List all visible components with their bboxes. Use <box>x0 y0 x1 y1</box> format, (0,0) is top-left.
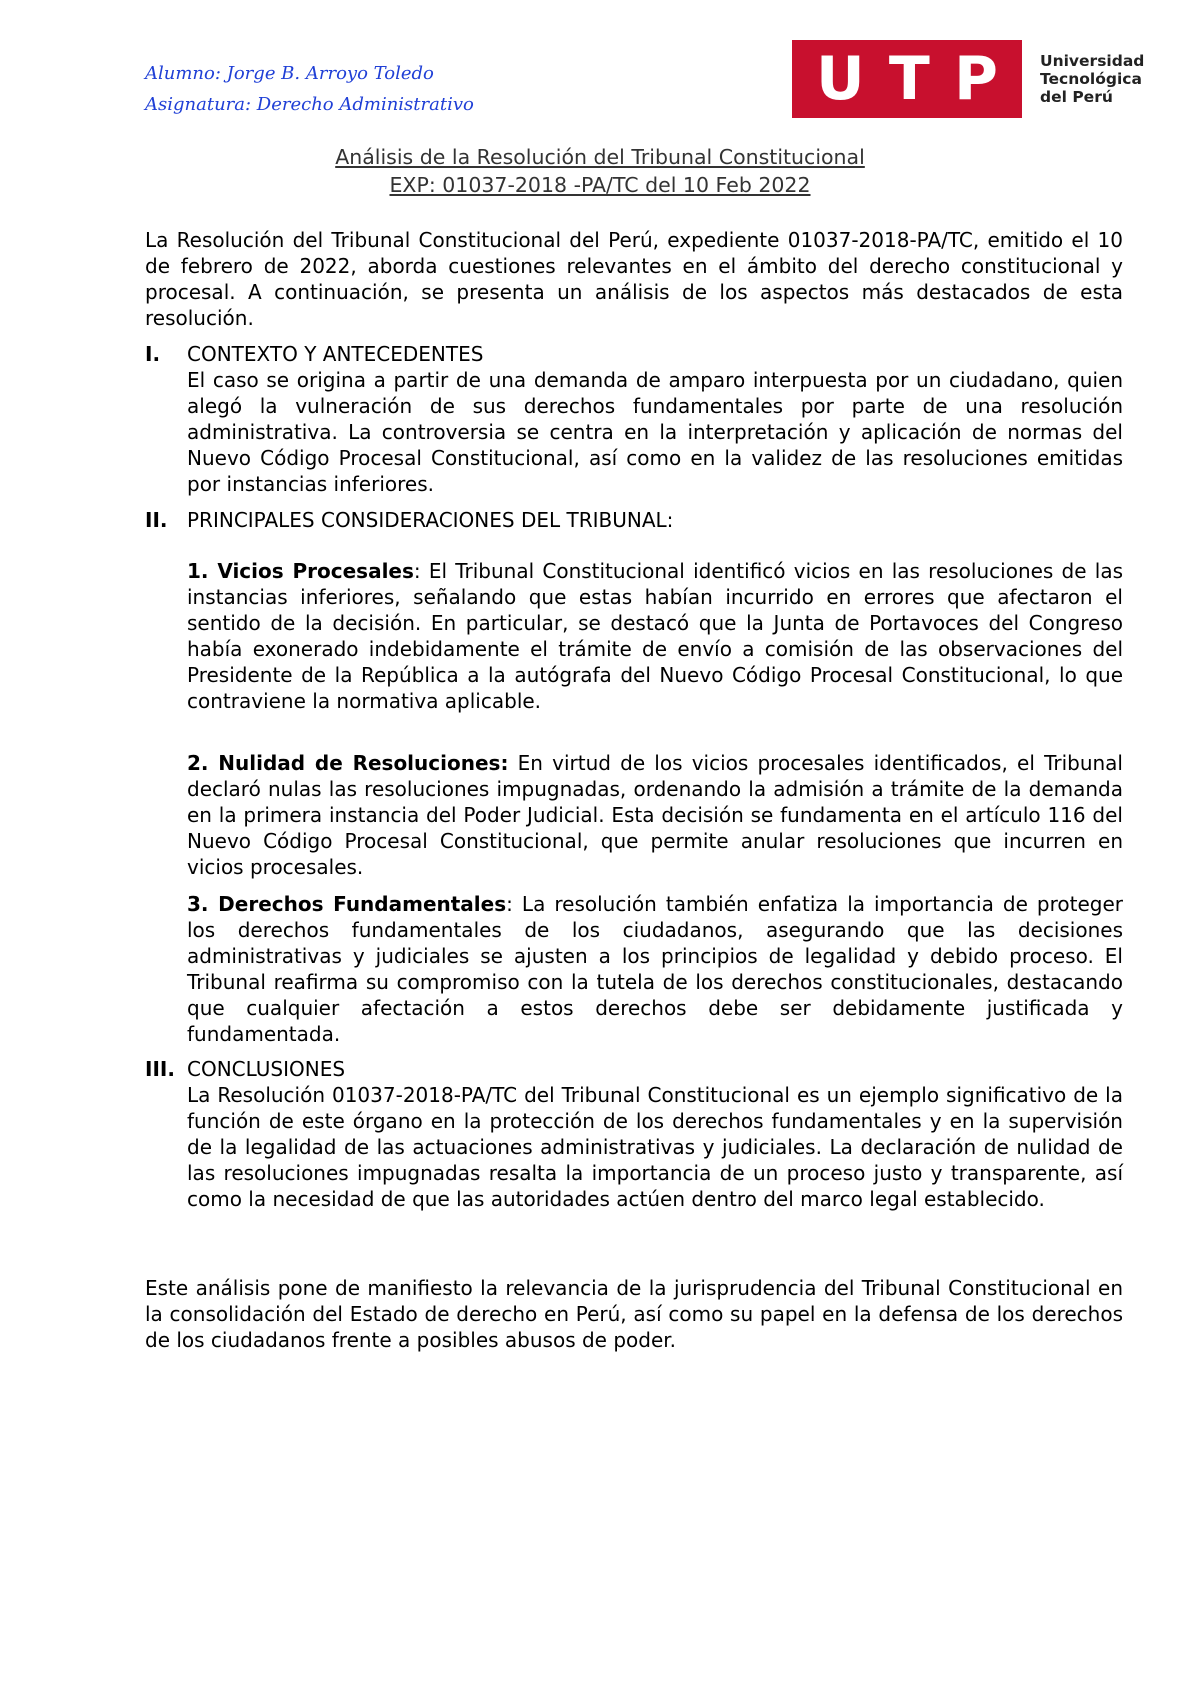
logo-name-line1: Universidad <box>1040 52 1145 70</box>
logo-letter-u: U <box>816 44 865 114</box>
section-3-paragraph: La Resolución 01037-2018-PA/TC del Tribunal Constitucional es un ejemplo significativo de la función de este órgano en la protección de los derechos fundamentales y en la supervisión de la legalidad de las actuaciones administrativas y judiciales. La declaración de nulidad de las resoluciones impugnadas resalta la importancia de un proceso justo y transparente, así como la necesidad de que las autoridades actúen dentro del marco legal establecido. <box>187 1083 1123 1211</box>
consideration-1-label: 1. Vicios Procesales <box>187 559 414 583</box>
logo-letter-p: P <box>953 44 998 114</box>
consideration-item-2 <box>187 750 1123 880</box>
utp-logo-mark <box>792 40 1022 118</box>
section-3-title: CONCLUSIONES <box>187 1057 346 1081</box>
student-name: Alumno: Jorge B. Arroyo Toledo <box>145 63 434 84</box>
title-line1: Análisis de la Resolución del Tribunal Constitucional <box>335 145 865 169</box>
section-2-title: PRINCIPALES CONSIDERACIONES DEL TRIBUNAL: <box>187 508 674 532</box>
section-1-title: CONTEXTO Y ANTECEDENTES <box>187 342 484 366</box>
consideration-item-3 <box>187 891 1123 1047</box>
subject-name: Asignatura: Derecho Administrativo <box>145 94 474 115</box>
utp-logo <box>792 40 1144 120</box>
section-3-heading <box>145 1056 345 1082</box>
consideration-2-text: En virtud de los vicios procesales identificados, el Tribunal declaró nulas las resoluciones impugnadas, ordenando la admisión a trámite de la demanda en la primera instancia del Poder Judicial. Esta decisión se fundamenta en el artículo 116 del Nuevo Código Procesal Constitucional, que permite anular resoluciones que incurren en vicios procesales. <box>187 751 1123 879</box>
utp-logo-text <box>1040 52 1144 106</box>
document-title <box>0 143 1200 199</box>
consideration-3-label: 3. Derechos Fundamentales <box>187 892 507 916</box>
section-1-paragraph: El caso se origina a partir de una demanda de amparo interpuesta por un ciudadano, quien alegó la vulneración de sus derechos fundamentales por parte de una resolución administrativa. La controversia se centra en la interpretación y aplicación de normas del Nuevo Código Procesal Constitucional, así como en la validez de las resoluciones emitidas por instancias inferiores. <box>187 368 1123 496</box>
intro-paragraph: La Resolución del Tribunal Constitucional del Perú, expediente 01037-2018-PA/TC, emitido el 10 de febrero de 2022, aborda cuestiones relevantes en el ámbito del derecho constitucional y procesal. A continuación, se presenta un análisis de los aspectos más destacados de esta resolución. <box>145 228 1123 330</box>
consideration-item-1 <box>187 558 1123 714</box>
logo-letter-t: T <box>888 44 930 114</box>
section-3-number: III. <box>145 1057 175 1081</box>
logo-name-line3: del Perú <box>1040 88 1113 106</box>
section-1-heading <box>145 341 483 367</box>
section-2-number: II. <box>145 508 168 532</box>
closing-paragraph: Este análisis pone de manifiesto la relevancia de la jurisprudencia del Tribunal Constitucional en la consolidación del Estado de derecho en Perú, así como su papel en la defensa de los derechos de los ciudadanos frente a posibles abusos de poder. <box>145 1276 1123 1352</box>
title-line2: EXP: 01037-2018 -PA/TC del 10 Feb 2022 <box>389 173 811 197</box>
logo-name-line2: Tecnológica <box>1040 70 1142 88</box>
consideration-2-label: 2. Nulidad de Resoluciones: <box>187 751 509 775</box>
header-meta <box>145 58 474 120</box>
consideration-3-text: : La resolución también enfatiza la importancia de proteger los derechos fundamentales de los ciudadanos, asegurando que las decisiones administrativas y judiciales se ajusten a los principios de legalidad y debido proceso. El Tribunal reafirma su compromiso con la tutela de los derechos constitucionales, destacando que cualquier afectación a estos derechos debe ser debidamente justificada y fundamentada. <box>187 892 1124 1046</box>
section-1-number: I. <box>145 342 161 366</box>
consideration-1-text: : El Tribunal Constitucional identificó vicios en las resoluciones de las instancias inferiores, señalando que estas habían incurrido en errores que afectaron el sentido de la decisión. En particular, se destacó que la Junta de Portavoces del Congreso había exonerado indebidamente el trámite de envío a comisión de las observaciones del Presidente de la República a la autógrafa del Nuevo Código Procesal Constitucional, lo que contraviene la normativa aplicable. <box>187 559 1123 713</box>
section-2-heading <box>145 507 673 533</box>
